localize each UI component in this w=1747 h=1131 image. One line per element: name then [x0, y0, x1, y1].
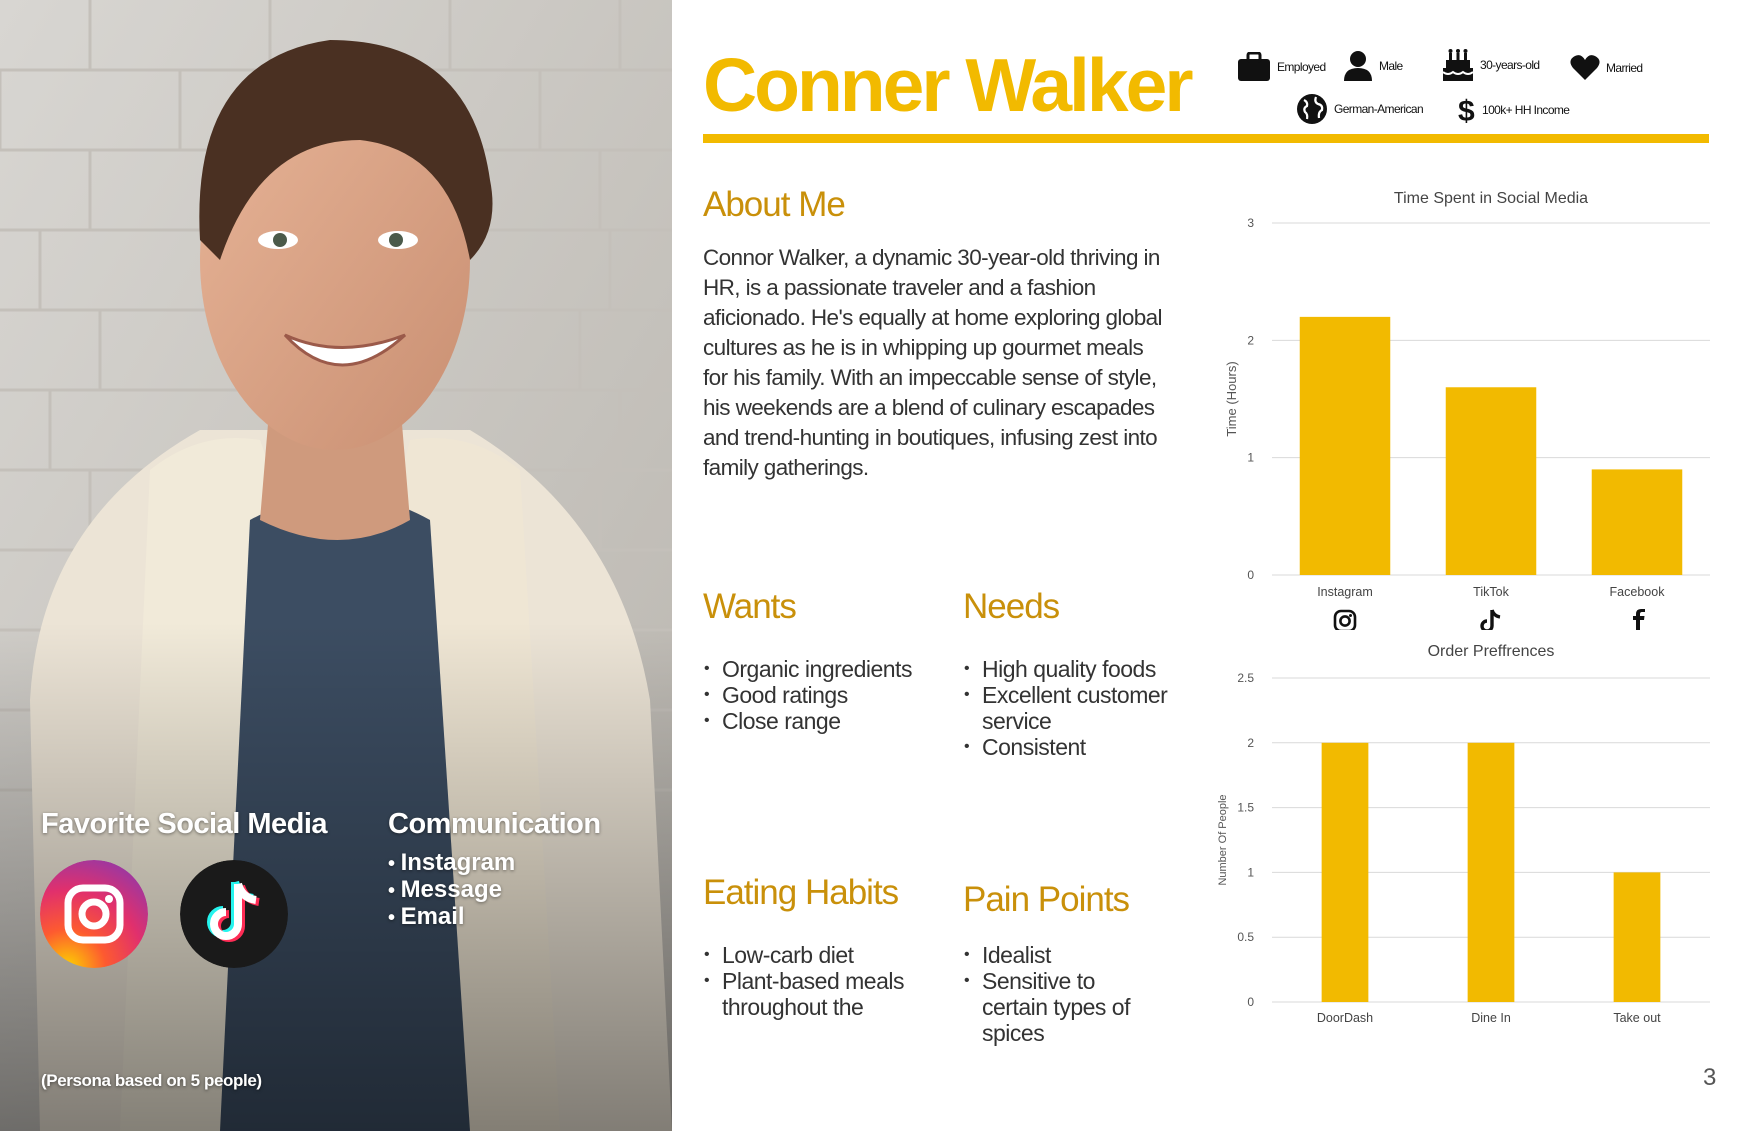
- list-item: • Idealist: [963, 942, 1163, 968]
- eating-habits-title: Eating Habits: [703, 873, 899, 912]
- heart-icon: [1570, 54, 1600, 81]
- persona-name: Conner Walker: [703, 43, 1191, 127]
- y-tick-label: 2: [1247, 333, 1254, 348]
- communication-title: Communication: [388, 808, 601, 840]
- wants-title: Wants: [703, 587, 796, 626]
- instagram-icon[interactable]: [40, 860, 148, 968]
- bar: [1446, 387, 1537, 575]
- communication-list: [388, 850, 515, 931]
- list-item: • Low-carb diet: [703, 942, 913, 968]
- demographic-label: Employed: [1277, 60, 1326, 74]
- y-tick-label: 0: [1247, 995, 1254, 1009]
- list-item: • Close range: [703, 708, 943, 734]
- about-title: About Me: [703, 185, 845, 224]
- x-tick-label: Take out: [1613, 1011, 1661, 1025]
- y-tick-label: 1.5: [1237, 800, 1254, 815]
- communication-item: • Instagram: [388, 850, 515, 877]
- favorite-social-title: Favorite Social Media: [41, 808, 328, 840]
- cake-icon: [1442, 48, 1474, 82]
- facebook-icon: [1633, 609, 1645, 630]
- bar: [1468, 743, 1515, 1002]
- communication-item: • Message: [388, 877, 515, 904]
- needs-list: [963, 656, 1183, 760]
- globe-icon: [1296, 93, 1328, 125]
- demographic-label: 100k+ HH Income: [1482, 103, 1570, 117]
- y-tick-label: 1: [1247, 865, 1254, 880]
- bar: [1592, 469, 1683, 575]
- svg-text:$: $: [1457, 95, 1475, 125]
- list-item: • Organic ingredients: [703, 656, 943, 682]
- bar: [1300, 317, 1391, 575]
- about-text: Connor Walker, a dynamic 30-year-old thriving in HR, is a passionate traveler and a fashion aficionado. He's equally at home exploring global cultures as he is in whipping up gourmet meals for his family. With an impeccable sense of style, his weekends are a blend of culinary escapades and trend-hunting in boutiques, infusing zest into family gatherings.: [703, 245, 1162, 480]
- briefcase-icon: [1237, 52, 1271, 82]
- demographic-employed: [1237, 52, 1326, 82]
- y-tick-label: 2.5: [1237, 671, 1254, 685]
- x-tick-label: Facebook: [1609, 585, 1665, 599]
- page-number: 3: [1703, 1064, 1717, 1091]
- persona-photo-panel: [0, 0, 672, 1131]
- y-tick-label: 0.5: [1237, 930, 1254, 945]
- demographic-income: [1456, 95, 1569, 125]
- instagram-icon: [1335, 611, 1355, 630]
- time-spent-chart: [1210, 180, 1710, 630]
- order-preferences-chart: [1210, 630, 1710, 1050]
- person-icon: [1343, 50, 1373, 82]
- bar: [1322, 743, 1369, 1002]
- y-axis-label: Time (Hours): [1224, 361, 1239, 437]
- y-tick-label: 2: [1247, 735, 1254, 750]
- list-item: • Sensitive to certain types of spices: [963, 968, 1163, 1046]
- pain-points-title: Pain Points: [963, 880, 1130, 919]
- x-tick-label: Dine In: [1471, 1011, 1511, 1025]
- demographic-label: Male: [1379, 59, 1403, 73]
- list-item: • Good ratings: [703, 682, 943, 708]
- y-tick-label: 3: [1247, 216, 1254, 230]
- list-item: • Consistent: [963, 734, 1183, 760]
- demographic-label: 30-years-old: [1480, 58, 1540, 72]
- y-axis-label: Number Of People: [1217, 794, 1229, 886]
- demographic-label: German-American: [1334, 102, 1424, 116]
- y-tick-label: 1: [1247, 450, 1254, 465]
- needs-title: Needs: [963, 587, 1060, 626]
- x-tick-label: Instagram: [1317, 585, 1373, 599]
- demographic-gender: [1343, 50, 1403, 82]
- eating-habits-list: [703, 942, 913, 1020]
- header-rule: [703, 134, 1709, 143]
- pain-points-list: [963, 942, 1163, 1046]
- persona-note: (Persona based on 5 people): [41, 1071, 262, 1090]
- demographic-label: Married: [1606, 60, 1643, 75]
- list-item: • Plant-based meals throughout the: [703, 968, 913, 1020]
- wants-list: [703, 656, 943, 734]
- y-tick-label: 0: [1247, 568, 1254, 582]
- chart-title: Order Preffrences: [1427, 643, 1555, 660]
- tiktok-icon[interactable]: [180, 860, 288, 968]
- chart-title: Time Spent in Social Media: [1393, 190, 1589, 207]
- bar: [1614, 872, 1661, 1002]
- tiktok-icon: [1482, 610, 1500, 630]
- dollar-icon: [1456, 95, 1476, 125]
- list-item: • High quality foods: [963, 656, 1183, 682]
- demographic-age: [1442, 48, 1540, 82]
- x-tick-label: DoorDash: [1316, 1011, 1374, 1025]
- list-item: • Excellent customer service: [963, 682, 1183, 734]
- demographic-ethnicity: [1296, 93, 1423, 125]
- demographic-marital: [1570, 54, 1642, 81]
- x-tick-label: TikTok: [1473, 585, 1509, 599]
- communication-item: • Email: [388, 904, 515, 931]
